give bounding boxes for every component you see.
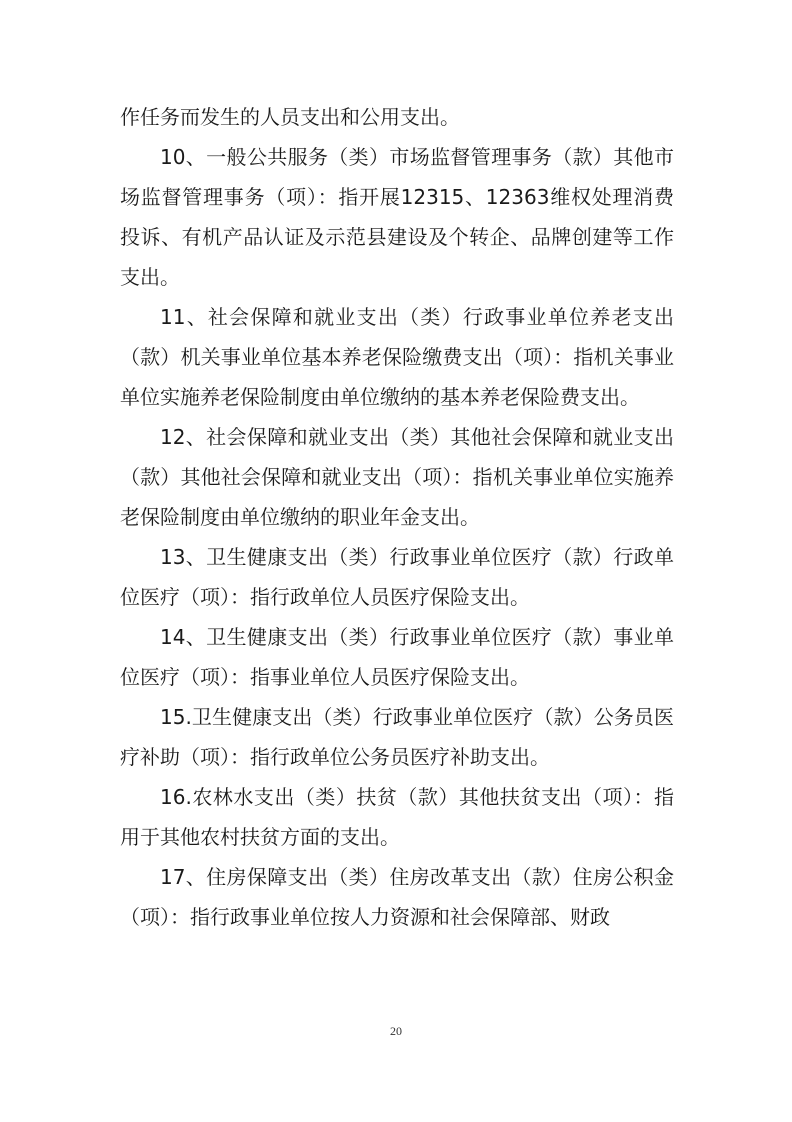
paragraph-continuation: 作任务而发生的人员支出和公用支出。 — [120, 105, 460, 129]
paragraph-item-16: 16.农林水支出（类）扶贫（款）其他扶贫支出（项）：指用于其他农村扶贫方面的支出。 — [120, 785, 674, 849]
page-number: 20 — [390, 1024, 402, 1038]
paragraph-item-14: 14、卫生健康支出（类）行政事业单位医疗（款）事业单位医疗（项）：指事业单位人员医疗保险支出。 — [120, 625, 674, 689]
body-text — [120, 97, 674, 937]
paragraph-item-13: 13、卫生健康支出（类）行政事业单位医疗（款）行政单位医疗（项）：指行政单位人员医疗保险支出。 — [120, 545, 674, 609]
paragraph-item-11: 11、社会保障和就业支出（类）行政事业单位养老支出（款）机关事业单位基本养老保险缴费支出（项）：指机关事业单位实施养老保险制度由单位缴纳的基本养老保险费支出。 — [120, 305, 674, 409]
paragraph-item-17: 17、住房保障支出（类）住房改革支出（款）住房公积金（项）：指行政事业单位按人力资源和社会保障部、财政 — [120, 865, 674, 929]
paragraph-item-10: 10、一般公共服务（类）市场监督管理事务（款）其他市场监督管理事务（项）：指开展12315、12363维权处理消费投诉、有机产品认证及示范县建设及个转企、品牌创建等工作支出。 — [120, 145, 674, 289]
paragraph-item-12: 12、社会保障和就业支出（类）其他社会保障和就业支出（款）其他社会保障和就业支出（项）：指机关事业单位实施养老保险制度由单位缴纳的职业年金支出。 — [120, 425, 674, 529]
paragraph-item-15: 15.卫生健康支出（类）行政事业单位医疗（款）公务员医疗补助（项）：指行政单位公务员医疗补助支出。 — [120, 705, 674, 769]
